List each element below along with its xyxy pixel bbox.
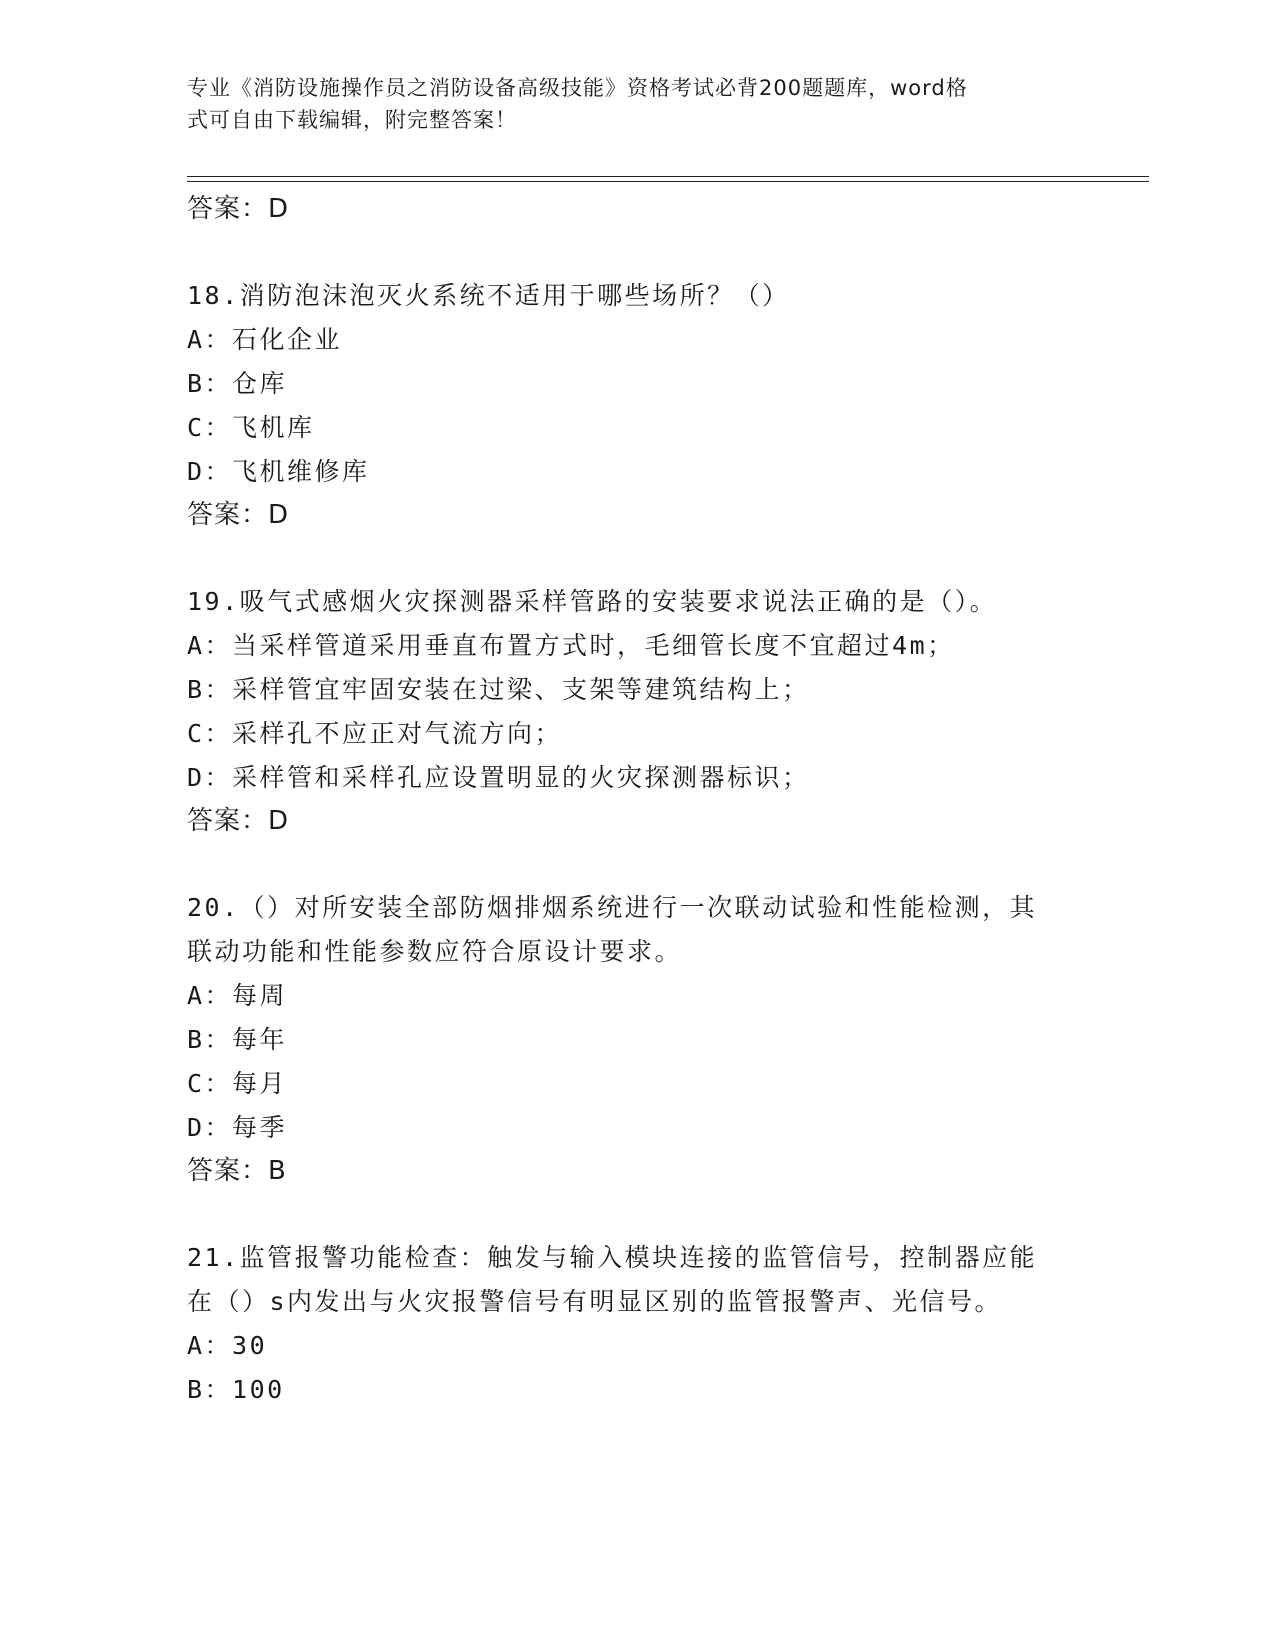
header-divider-top	[187, 176, 1149, 177]
header-line-1: 专业《消防设施操作员之消防设备高级技能》资格考试必背200题题库，word格	[187, 76, 968, 100]
question-20-stem-line-2: 联动功能和性能参数应符合原设计要求。	[187, 937, 683, 966]
question-21-stem-line-1: 21.监管报警功能检查：触发与输入模块连接的监管信号，控制器应能	[187, 1243, 1038, 1272]
question-19-answer: 答案：D	[187, 806, 290, 836]
question-19-option-a: A：当采样管道采用垂直布置方式时，毛细管长度不宜超过4m；	[187, 631, 955, 660]
question-19-option-c: C：采样孔不应正对气流方向；	[187, 719, 563, 748]
question-18-option-c: C：飞机库	[187, 413, 315, 442]
question-21-stem-line-2: 在（）s内发出与火灾报警信号有明显区别的监管报警声、光信号。	[187, 1287, 1003, 1316]
question-20-stem-line-1: 20.（）对所安装全部防烟排烟系统进行一次联动试验和性能检测，其	[187, 893, 1038, 922]
question-18-option-d: D：飞机维修库	[187, 457, 370, 486]
question-19-option-d: D：采样管和采样孔应设置明显的火灾探测器标识；	[187, 763, 810, 792]
answer-previous: 答案：D	[187, 194, 290, 224]
header-divider-bottom	[187, 181, 1149, 182]
question-20-option-b: B：每年	[187, 1025, 288, 1054]
document-header	[187, 72, 1067, 136]
question-19-option-b: B：采样管宜牢固安装在过梁、支架等建筑结构上；	[187, 675, 810, 704]
header-line-2: 式可自由下载编辑，附完整答案！	[187, 108, 517, 132]
question-20-answer: 答案：B	[187, 1156, 287, 1186]
question-19-stem: 19.吸气式感烟火灾探测器采样管路的安装要求说法正确的是（）。	[187, 587, 998, 616]
question-18-answer: 答案：D	[187, 500, 290, 530]
question-20-option-c: C：每月	[187, 1069, 288, 1098]
question-18-option-a: A：石化企业	[187, 325, 343, 354]
question-18-option-b: B：仓库	[187, 369, 288, 398]
question-18-stem: 18.消防泡沫泡灭火系统不适用于哪些场所？（）	[187, 281, 790, 310]
question-21-option-a: A：30	[187, 1331, 268, 1360]
question-20-option-d: D：每季	[187, 1113, 288, 1142]
question-20-option-a: A：每周	[187, 981, 288, 1010]
question-21-option-b: B：100	[187, 1375, 285, 1404]
